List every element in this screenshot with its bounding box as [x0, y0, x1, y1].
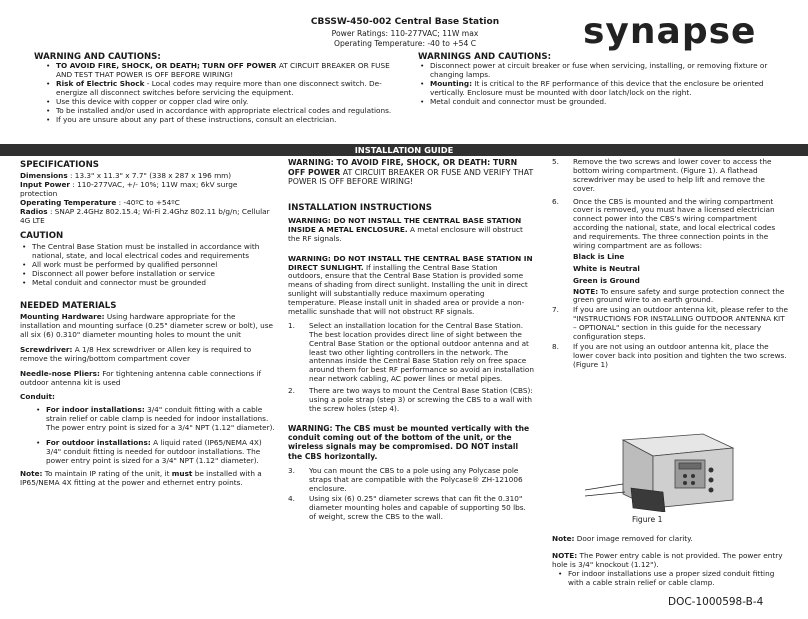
step-3: 3. You can mount the CBS to a pole using any Polycase pole straps that are compatible with the Polycase® ZH-121006 enclosure.	[288, 465, 523, 493]
spec-radios: Radios : SNAP 2.4GHz 802.15.4; Wi-Fi 2.4Ghz 802.11 b/g/n; Cellular 4G LTE	[20, 207, 270, 225]
document-id: DOC-1000598-B-4	[668, 596, 764, 608]
spec-dimensions: Dimensions : 13.3" x 11.3" x 7.7" (338 x 287 x 196 mm)	[20, 171, 232, 181]
power-ratings: Power Ratings: 110-277VAC; 11W max	[331, 29, 479, 38]
step-4: 4. Using six (6) 0.25" diameter screws that can fit the 0.310" diameter mounting holes and capable of supporting 50 lbs. of weight, screw the CBS to the wall.	[288, 494, 526, 522]
column-wiring	[552, 158, 788, 370]
warnings-left-title: WARNING AND CAUTIONS:	[34, 52, 161, 62]
warning-item: • To be installed and/or used in accordance with appropriate electrical codes and regulations.	[44, 107, 402, 116]
step-8: 8. If you are not using an outdoor antenna kit, place the lower cover back into position and tighten the two screws. (Figure 1)	[552, 341, 787, 369]
indoor-installation-item: • For indoor installations: 3/4" conduit fitting with a cable strain relief or cable clamp is needed for indoor installations. The power entry point is sized for a 3/4" NPT (1.12" diameter).	[34, 406, 275, 433]
vertical-mount-warning: WARNING: The CBS must be mounted vertically with the conduit coming out of the bottom of the unit, or the wireless signals may be compromised. DO NOT install the CBS horizontally.	[288, 423, 530, 461]
caution-item: • The Central Base Station must be installed in accordance with national, state, and local electrical codes and requirements	[20, 243, 275, 261]
screwdriver-text: Screwdriver: A 1/8 Hex screwdriver or Allen key is required to remove the wiring/bottom compartment cover	[20, 344, 252, 363]
door-removed-note: Note: Door image removed for clarity.	[552, 534, 693, 543]
ground-note: NOTE: To ensure safety and surge protection connect the green ground wire to an earth ground.	[573, 286, 785, 305]
warnings-right	[418, 52, 780, 107]
installation-instructions-heading: INSTALLATION INSTRUCTIONS	[288, 202, 432, 213]
warning-item: • TO AVOID FIRE, SHOCK, OR DEATH; TURN OFF POWER AT CIRCUIT BREAKER OR FUSE AND TEST THAT POWER IS OFF BEFORE WIRING!	[44, 62, 402, 80]
installation-guide-banner: INSTALLATION GUIDE	[0, 144, 808, 156]
step-7: 7. If you are using an outdoor antenna kit, please refer to the "INSTRUCTIONS FOR INSTALLING OUTDOOR ANTENNA KIT – OPTIONAL" section in this guide for the necessary configuration steps.	[552, 305, 788, 342]
caution-heading: CAUTION	[20, 230, 64, 241]
step-6: 6. Once the CBS is mounted and the wiring compartment cover is removed, you must have a licensed electrician connect power into the CBS's wiring compartment according the national, state, and local electrical codes and requirements. The three connection points in the wiring compartment are as follows:	[552, 196, 776, 251]
warning-item: • Disconnect power at circuit breaker or fuse when servicing, installing, or removing fixture or changing lamps.	[418, 62, 780, 80]
operating-temperature: Operating Temperature: -40 to +54 C	[333, 39, 477, 48]
mounting-hardware-text: Mounting Hardware: Using hardware appropriate for the installation and mounting surface (0.25" diameter screw or bolt), use all six (6) 0.310" diameter mounting holes to mount the unit	[20, 312, 273, 340]
caution-item: • Metal conduit and connector must be grounded	[20, 279, 275, 288]
sunlight-warning: WARNING: DO NOT INSTALL THE CENTRAL BASE STATION IN DIRECT SUNLIGHT. If installing the Central Base Station outdoors, ensure that the Central Base Station is provided some means of shading from direct sunlight. Installing the unit in direct sunlight will substantially reduce maximum operating temperature. Please install unit in shaded area or provide a non-metallic sunshade that will not obstruct RF signals.	[288, 253, 533, 316]
warnings-right-title: WARNINGS AND CAUTIONS:	[418, 52, 552, 62]
metal-enclosure-warning: WARNING: DO NOT INSTALL THE CENTRAL BASE STATION INSIDE A METAL ENCLOSURE. A metal enclosure will obstruct the RF signals.	[288, 215, 523, 243]
specifications-heading: SPECIFICATIONS	[20, 160, 99, 170]
wire-color-list	[552, 253, 788, 305]
wire-ground: Green is Ground	[573, 275, 640, 285]
caution-item: • All work must be performed by qualified personnel	[20, 261, 275, 270]
figure-notes	[552, 535, 788, 587]
needed-materials-heading: NEEDED MATERIALS	[20, 300, 117, 311]
spec-operating-temperature: Operating Temperature : -40ºC to +54ºC	[20, 198, 180, 208]
warning-item: • If you are unsure about any part of these instructions, consult an electrician.	[44, 116, 402, 125]
warning-item: • Risk of Electric Shock - Local codes may require more than one disconnect switch. De-energize all disconnect switches before servicing the equipment.	[44, 80, 402, 98]
power-warning: WARNING: TO AVOID FIRE, SHOCK, OR DEATH: TURN OFF POWER AT CIRCUIT BREAKER OR FUSE AND VERIFY THAT POWER IS OFF BEFORE WIRING!	[288, 158, 534, 186]
warning-item: • Mounting: It is critical to the RF performance of this device that the enclosure be oriented vertically. Enclosure must be mounted with door latch/lock on the right.	[418, 80, 780, 98]
spec-input-power: Input Power : 110-277VAC, +/- 10%; 11W max; 6kV surge protection	[20, 180, 238, 199]
column-installation-instructions	[288, 158, 534, 522]
power-cable-note: NOTE: The Power entry cable is not provided. The power entry hole is 3/4" knockout (1.12").	[552, 550, 783, 569]
column-specifications	[20, 160, 275, 488]
pliers-text: Needle-nose Pliers: For tightening antenna cable connections if outdoor antenna kit is used	[20, 368, 262, 387]
warnings-left	[34, 52, 402, 125]
synapse-logo: synapse	[583, 11, 757, 52]
warning-item: • Metal conduit and connector must be grounded.	[418, 98, 780, 107]
outdoor-installation-item: • For outdoor installations: A liquid rated (IP65/NEMA 4X) 3/4" conduit fitting is needed for outdoor installations. The power entry point is sized for a 3/4" NPT (1.12" diameter).	[34, 439, 275, 466]
wire-line: Black is Line	[573, 251, 625, 261]
step-5: 5. Remove the two screws and lower cover to access the bottom wiring compartment. (Figure 1). A flathead screwdriver may be used to help lift and remove the cover.	[552, 157, 772, 193]
step-2: 2. There are two ways to mount the Central Base Station (CBS): using a pole strap (step 3) or screwing the CBS to a wall with the screw holes (step 4).	[288, 386, 533, 413]
caution-item: • Disconnect all power before installation or service	[20, 270, 275, 279]
conduit-label: Conduit:	[20, 392, 55, 402]
document-title: CBSSW-450-002 Central Base Station	[310, 17, 500, 27]
warning-item: • Use this device with copper or copper clad wire only.	[44, 98, 402, 107]
wire-neutral: White is Neutral	[573, 263, 640, 273]
figure-1-caption: Figure 1	[632, 515, 663, 524]
indoor-fitting-item: • For indoor installations use a proper sized conduit fitting with a cable strain relief or cable clamp.	[556, 570, 788, 588]
figure-1-base-station-illustration	[583, 432, 743, 512]
step-1: 1. Select an installation location for the Central Base Station. The best location provides direct line of sight between the Central Base Station or the optional outdoor antenna and at least two other lighting controllers in the network. The antennas inside the Central Base Station rely on free space around them for best RF performance so avoid an installation near network cabling, AC power lines or metal pipes.	[288, 320, 534, 384]
ip-rating-note: Note: To maintain IP rating of the unit, it must be installed with a IP65/NEMA 4X fitting at the power and ethernet entry points.	[20, 468, 262, 487]
